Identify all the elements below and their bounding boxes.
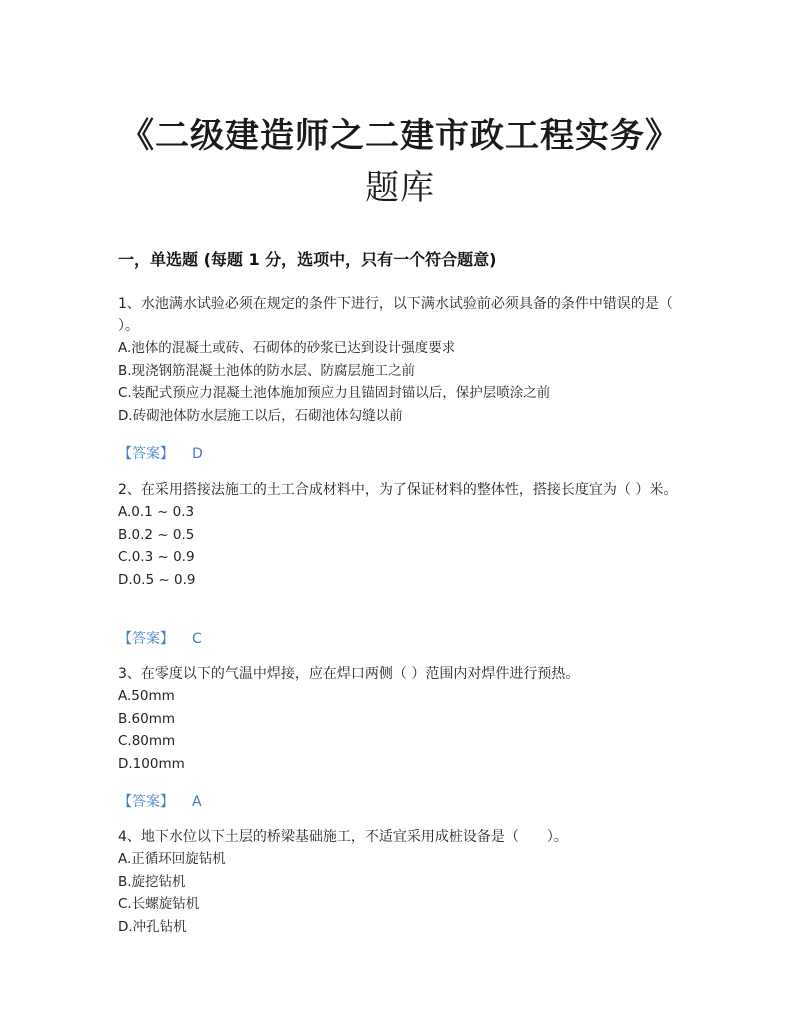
question-text: 2、在采用搭接法施工的土工合成材料中，为了保证材料的整体性，搭接长度宜为（ ）米。 (118, 482, 678, 498)
answer-value: D (192, 446, 203, 462)
answer-3 (118, 791, 202, 811)
question-3 (118, 663, 683, 775)
question-1 (118, 293, 683, 427)
answer-label: 【答案】 (118, 446, 174, 462)
document-subtitle: 题库 (365, 168, 435, 208)
option-a: A.池体的混凝土或砖、石砌体的砂浆已达到设计强度要求 (118, 340, 456, 356)
option-a: A.50mm (118, 688, 175, 704)
option-b: B.0.2 ~ 0.5 (118, 526, 195, 543)
option-c: C.0.3 ~ 0.9 (118, 549, 195, 565)
answer-label: 【答案】 (118, 631, 174, 647)
question-text: 4、地下水位以下土层的桥梁基础施工，不适宜采用成桩设备是（ ）。 (118, 829, 568, 845)
document-title: 《二级建造师之二建市政工程实务》 (120, 116, 680, 156)
answer-2 (118, 628, 202, 648)
answer-value: C (192, 631, 202, 647)
option-a: A.正循环回旋钻机 (118, 851, 226, 867)
option-d: D.0.5 ~ 0.9 (118, 571, 196, 588)
option-b: B.旋挖钻机 (118, 873, 186, 890)
section-heading: 一，单选题 (每题 1 分，选项中，只有一个符合题意) (118, 250, 497, 269)
question-4 (118, 826, 683, 938)
question-text: 1、水池满水试验必须在规定的条件下进行，以下满水试验前必须具备的条件中错误的是（ ）。 (118, 296, 673, 334)
question-2 (118, 479, 683, 591)
answer-1 (118, 443, 203, 463)
option-d: D.冲孔钻机 (118, 918, 187, 935)
answer-label: 【答案】 (118, 794, 174, 810)
option-d: D.100mm (118, 755, 185, 772)
question-text: 3、在零度以下的气温中焊接，应在焊口两侧（ ）范围内对焊件进行预热。 (118, 666, 580, 682)
option-c: C.装配式预应力混凝土池体施加预应力且锚固封锚以后，保护层喷涂之前 (118, 385, 551, 401)
answer-value: A (192, 794, 202, 810)
option-a: A.0.1 ~ 0.3 (118, 504, 195, 520)
option-c: C.80mm (118, 733, 176, 749)
option-b: B.现浇钢筋混凝土池体的防水层、防腐层施工之前 (118, 362, 416, 379)
option-d: D.砖砌池体防水层施工以后，石砌池体勾缝以前 (118, 407, 403, 424)
option-c: C.长螺旋钻机 (118, 896, 200, 912)
option-b: B.60mm (118, 710, 176, 727)
